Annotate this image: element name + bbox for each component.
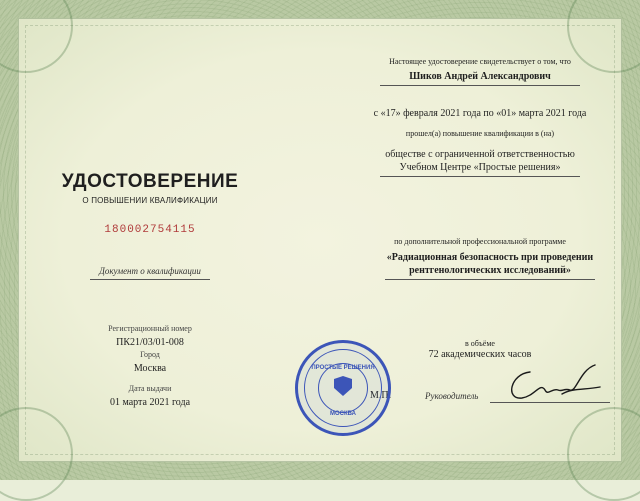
organization-line1: обществе с ограниченной ответственностью [385,149,575,160]
person-name: Шиков Андрей Александрович [409,71,551,82]
certificate-title: УДОСТОВЕРЕНИЕ [61,171,239,192]
corner-ornament [0,0,73,73]
intro-text: Настоящее удостоверение свидетельствует о том, что [389,57,571,66]
passed-text: прошел(а) повышение квалификации в (на) [405,129,555,138]
certificate-subtitle: О ПОВЫШЕНИИ КВАЛИФИКАЦИИ [82,196,218,205]
document-type: Документ о квалификации [99,266,201,276]
training-period: с «17» февраля 2021 года по «01» марта 2021 года [373,108,587,119]
stamp-top-text: ПРОСТЫЕ РЕШЕНИЯ [311,365,375,371]
program-line1: «Радиационная безопасность при проведении [386,252,594,263]
volume-hours: 72 академических часов [428,349,532,360]
city-label: Город [140,350,160,359]
reg-number-label: Регистрационный номер [108,324,192,333]
underline [90,279,210,280]
corner-ornament [567,407,640,501]
corner-ornament [567,0,640,73]
underline [380,176,580,177]
program-line2: рентгенологических исследований» [409,265,571,276]
organization-line2: Учебном Центре «Простые решения» [399,162,561,173]
signature [500,360,610,410]
corner-ornament [0,407,73,501]
stamp-bottom-text: МОСКВА [329,411,357,417]
seal-place-label: М.П. [370,390,392,401]
volume-label: в объёме [465,339,495,348]
program-label: по дополнительной профессиональной программе [394,237,566,246]
issue-date-label: Дата выдачи [128,384,172,393]
head-label: Руководитель [425,391,479,401]
city: Москва [133,363,167,374]
reg-number: ПК21/03/01-008 [116,337,184,348]
underline [380,85,580,86]
issue-date: 01 марта 2021 года [109,397,191,408]
organization-stamp [295,340,391,436]
certificate-number: 180002754115 [104,224,196,236]
underline [385,279,595,280]
